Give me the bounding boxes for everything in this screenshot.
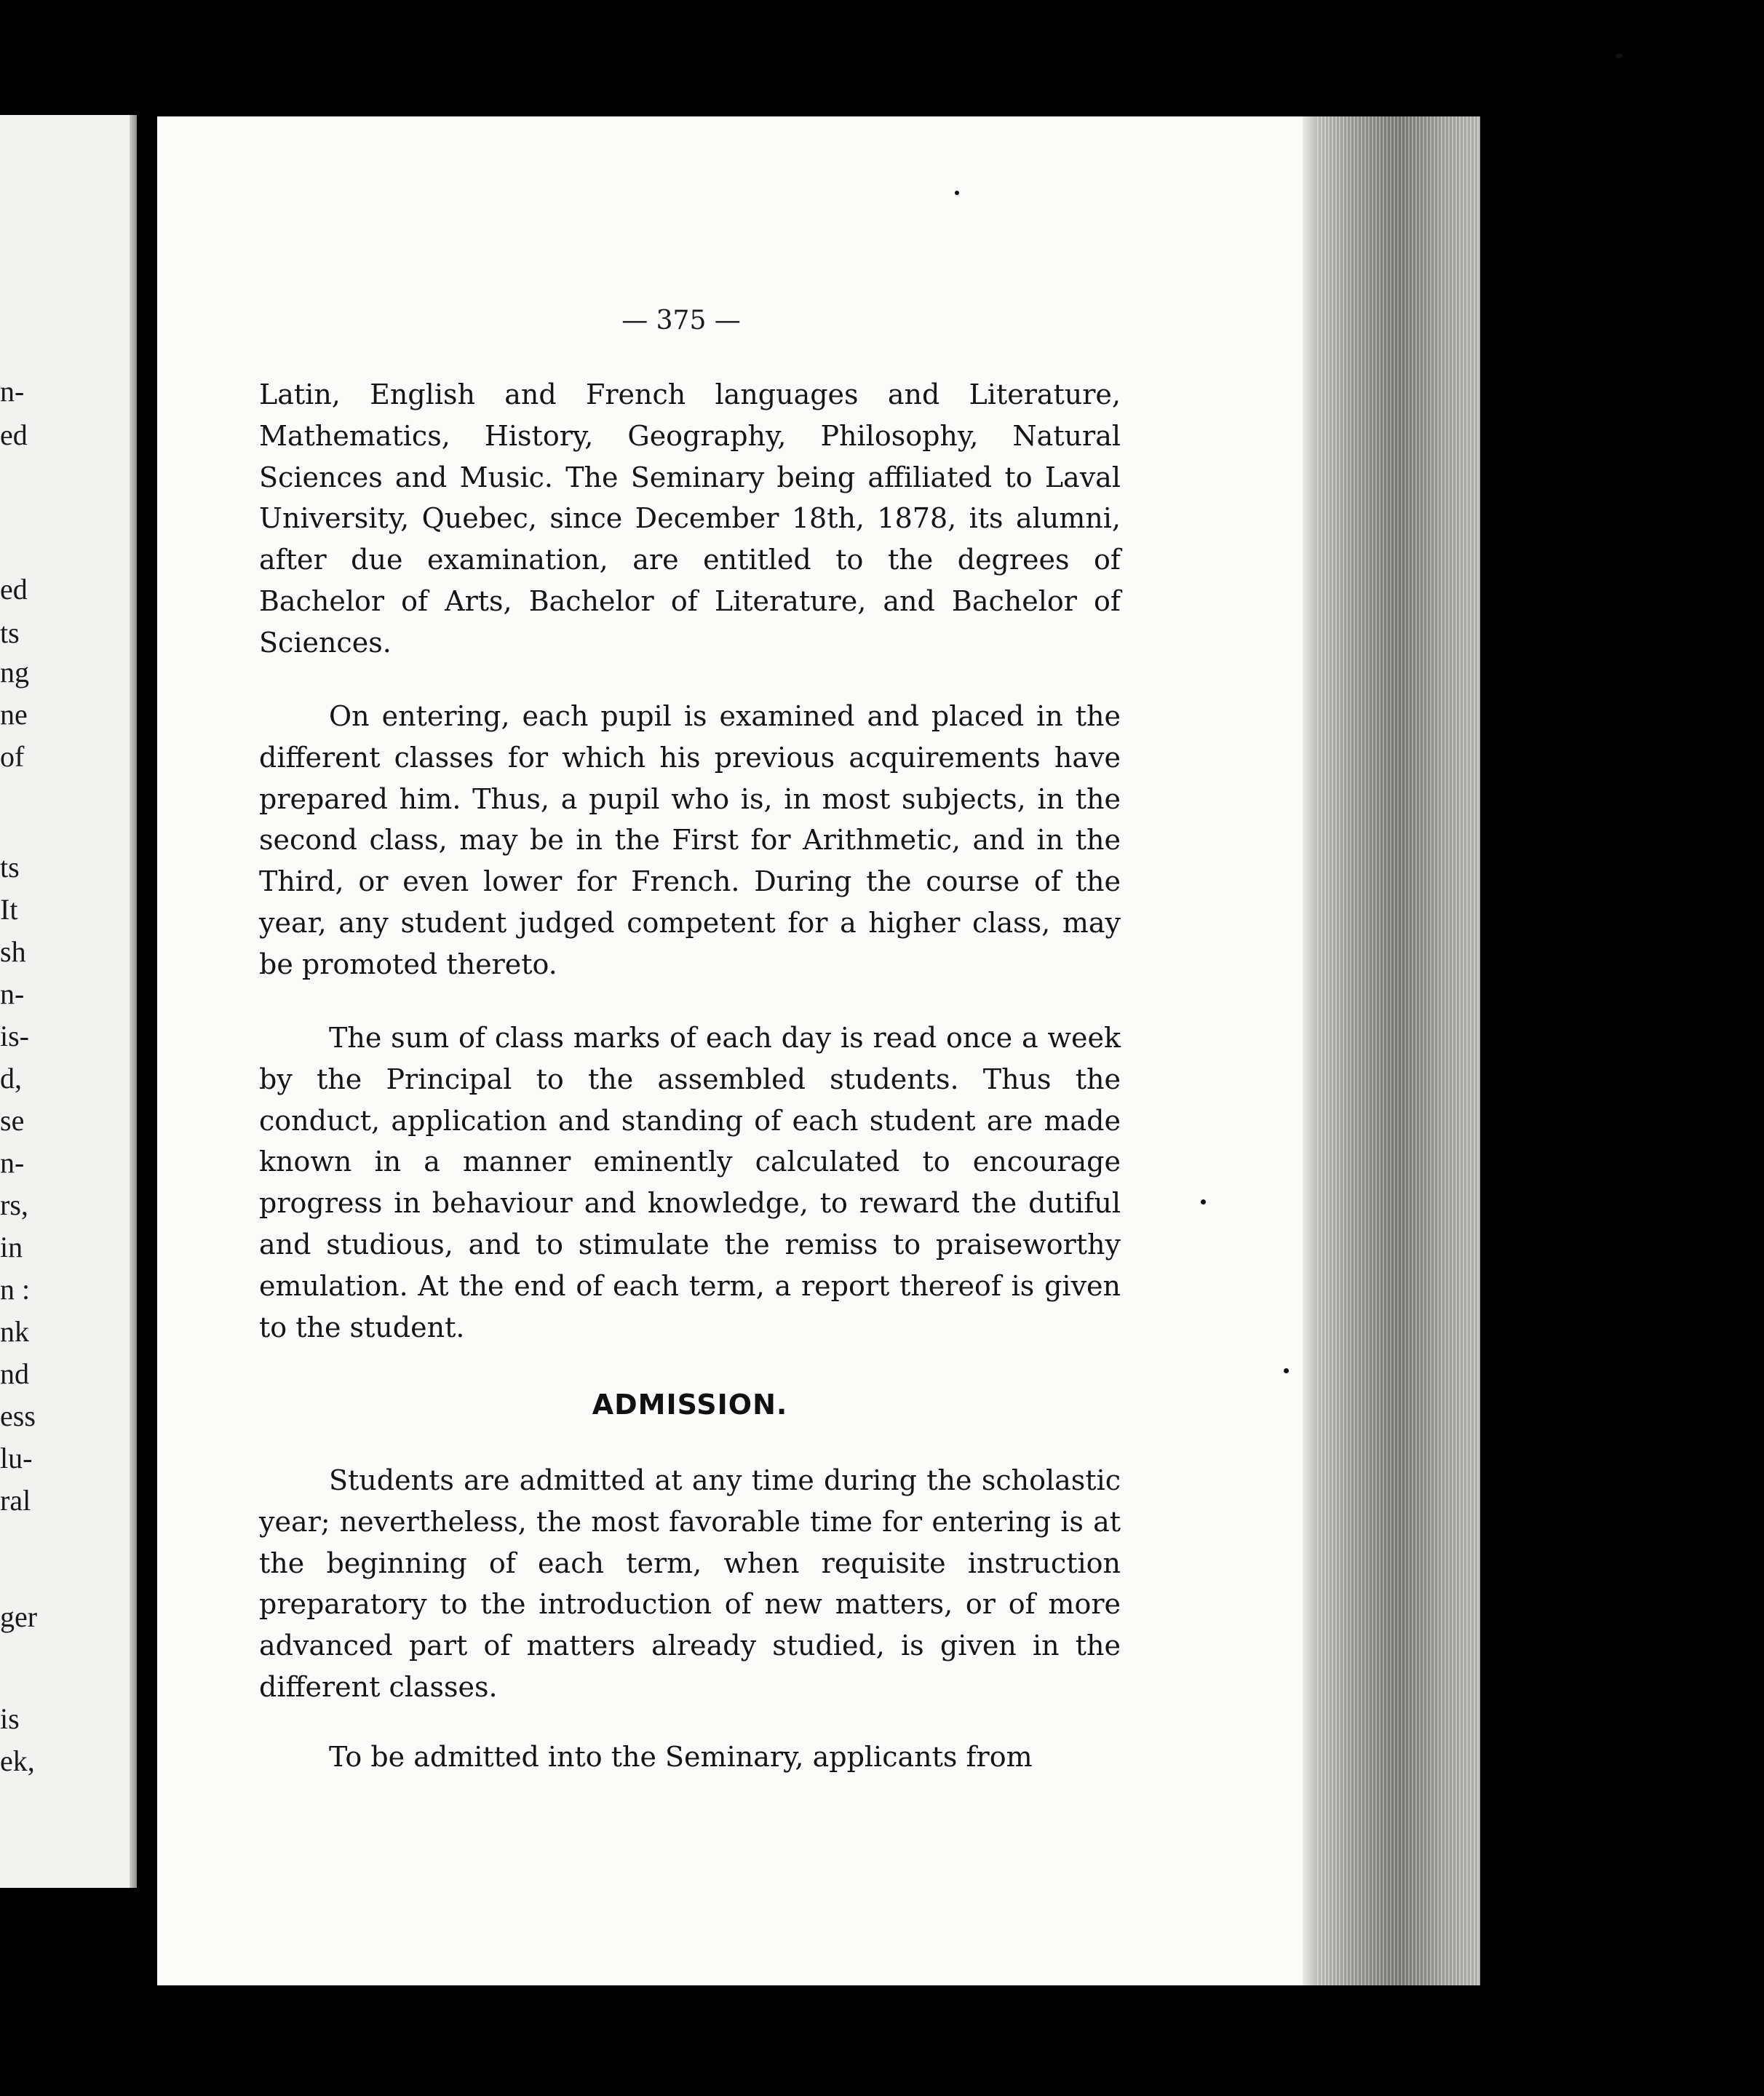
left-fragment: ne: [0, 698, 28, 731]
left-fragment: ger: [0, 1600, 38, 1633]
left-facing-page: [0, 115, 137, 1888]
left-fragment: ek,: [0, 1744, 35, 1777]
left-fragment: is-: [0, 1020, 29, 1052]
left-fragment: ral: [0, 1484, 31, 1517]
left-fragment: nd: [0, 1357, 29, 1390]
left-fragment: of: [0, 740, 25, 773]
scan-speck: [1284, 1368, 1289, 1373]
left-fragment: d,: [0, 1062, 22, 1095]
page-edge-shadow: [1303, 116, 1317, 1985]
left-fragment: rs,: [0, 1188, 28, 1221]
left-fragment: lu-: [0, 1442, 33, 1474]
left-fragment: ts: [0, 616, 20, 649]
scan-speck: [955, 191, 959, 195]
paragraph-placement: On entering, each pupil is examined and placed in the different classes for which his previous acquirements have prepared him. Thus, a pupil who is, in most subjects, in the second class, may be in the First for Arithmetic, and in the Third, or even lower for French. During the course of the year, any student judged competent for a higher class, may be promoted thereto.: [259, 700, 1121, 980]
scan-speck: [1201, 1199, 1206, 1204]
left-fragment: se: [0, 1104, 25, 1137]
paragraph-marks: The sum of class marks of each day is read once a week by the Principal to the assembled students. Thus the conduct, application and standing of each student are made known in a manner eminently calculated to encourage progress in behaviour and knowledge, to reward the dutiful and studious, and to stimulate the remiss to praiseworthy emulation. At the end of each term, a report thereof is given to the student.: [259, 1022, 1121, 1343]
left-fragment: n :: [0, 1273, 31, 1306]
left-fragment: It: [0, 893, 18, 926]
left-fragment: ts: [0, 851, 20, 884]
left-fragment: ed: [0, 418, 28, 451]
left-fragment: n-: [0, 375, 25, 408]
left-fragment: n-: [0, 977, 25, 1010]
left-fragment: nk: [0, 1315, 29, 1348]
page-edges: [1303, 116, 1480, 1985]
left-fragment: ess: [0, 1400, 36, 1432]
scan-speck: [1616, 54, 1623, 58]
left-fragment: in: [0, 1231, 23, 1263]
page-number: — 375 —: [621, 306, 741, 336]
paragraph-admission: Students are admitted at any time during the scholastic year; nevertheless, the most favorable time for entering is at the beginning of each term, when requisite instruction preparatory to the introduction of new matters, or of more advanced part of matters already studied, is given in the different classes.: [259, 1464, 1121, 1703]
paragraph-curriculum: Latin, English and French languages and Literature, Mathematics, History, Geography, Philosophy, Natural Sciences and Music. The Seminary being affiliated to Laval University, Quebec, since December 18th, 1878, its alumni, after due examination, are entitled to the degrees of Bachelor of Arts, Bachelor of Literature, and Bachelor of Sciences.: [259, 378, 1121, 659]
left-fragment: ed: [0, 573, 28, 606]
paragraph-applicants: To be admitted into the Seminary, applicants from: [329, 1741, 1033, 1773]
left-fragment: n-: [0, 1146, 25, 1179]
section-heading-admission: ADMISSION.: [592, 1389, 788, 1421]
left-fragment: is: [0, 1702, 20, 1735]
left-fragment: sh: [0, 935, 26, 968]
left-fragment: ng: [0, 656, 29, 688]
